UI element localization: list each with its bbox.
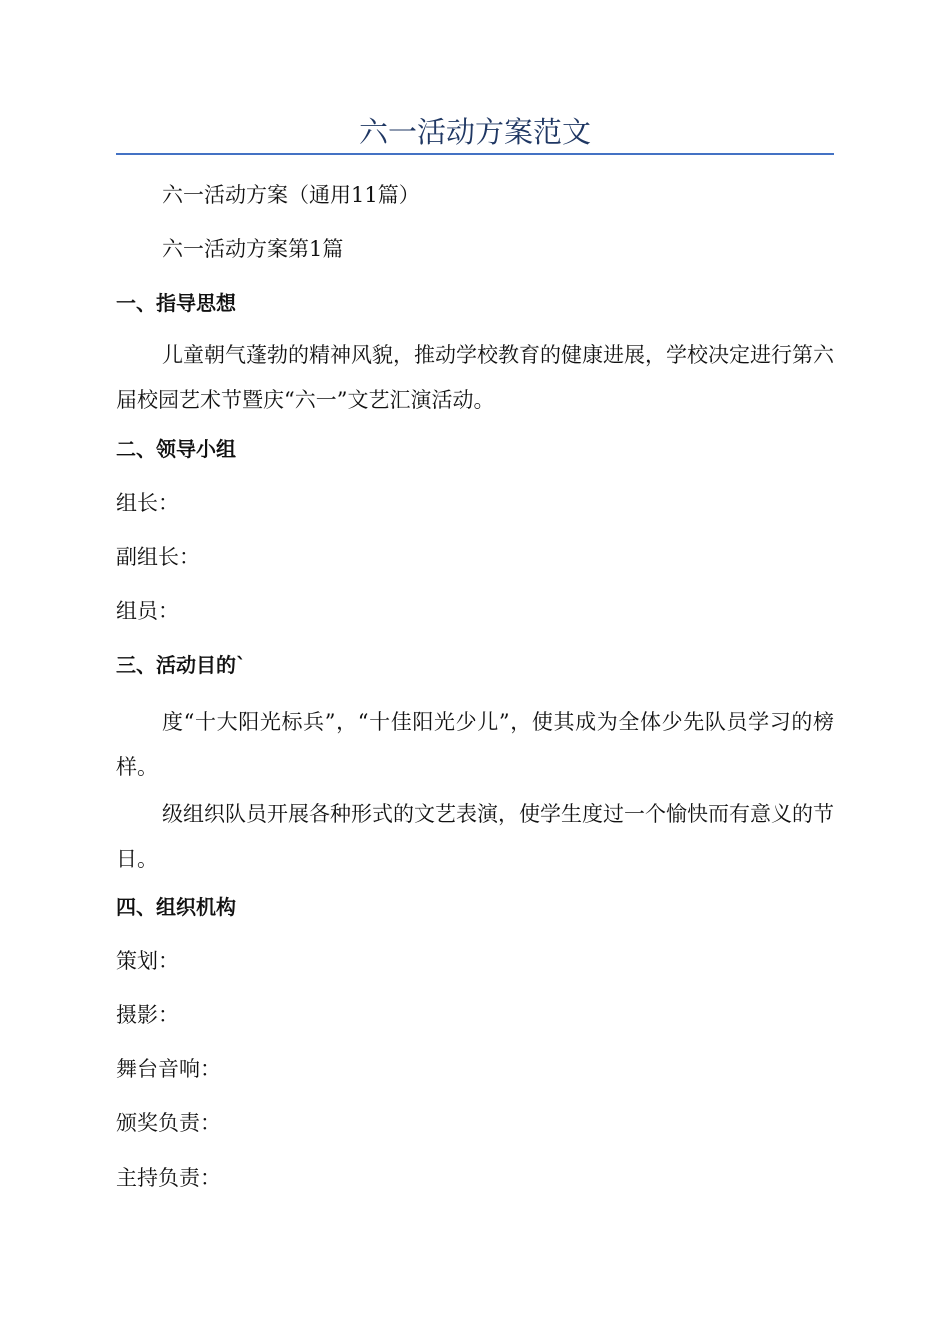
- list-item-stage-audio: 舞台音响：: [116, 1057, 221, 1081]
- document-title: 六一活动方案范文: [358, 115, 591, 149]
- list-item-awards: 颁奖负责：: [116, 1111, 221, 1135]
- part-title: 六一活动方案第1篇: [162, 237, 344, 261]
- list-item-host: 主持负责：: [116, 1166, 221, 1190]
- list-item-planning: 策划：: [116, 949, 179, 973]
- section-heading-guiding-thought: 一、指导思想: [116, 291, 236, 315]
- list-item-members: 组员：: [116, 599, 179, 623]
- title-underline: [116, 153, 834, 155]
- list-item-photography: 摄影：: [116, 1003, 179, 1027]
- section-paragraph: 级组织队员开展各种形式的文艺表演，使学生度过一个愉快而有意义的节日。: [116, 802, 834, 871]
- list-item-deputy-leader: 副组长：: [116, 545, 200, 569]
- section-heading-organization: 四、组织机构: [116, 895, 236, 919]
- document-subtitle: 六一活动方案（通用11篇）: [162, 183, 420, 207]
- section-heading-purpose: 三、活动目的`: [116, 653, 246, 677]
- section-paragraph: 儿童朝气蓬勃的精神风貌，推动学校教育的健康进展，学校决定进行第六届校园艺术节暨庆“六一”文艺汇演活动。: [116, 343, 834, 412]
- section-paragraph: 度“十大阳光标兵”，“十佳阳光少儿”，使其成为全体少先队员学习的榜样。: [116, 710, 834, 779]
- list-item-leader: 组长：: [116, 491, 179, 515]
- section-heading-leadership-group: 二、领导小组: [116, 437, 236, 461]
